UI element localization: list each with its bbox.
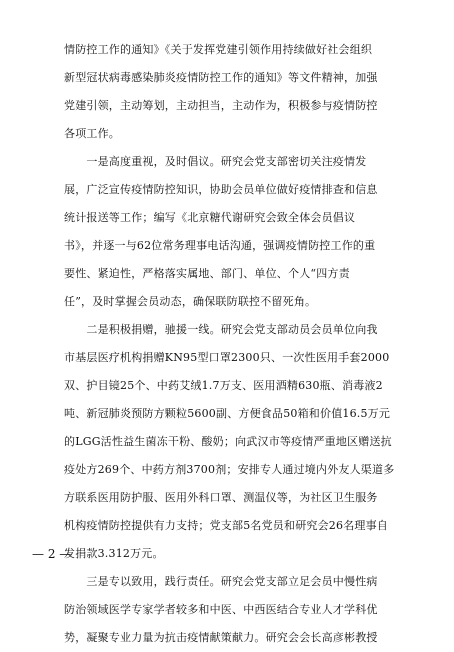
paragraph-point-one xyxy=(64,148,390,316)
text-line: 新型冠状病毒感染肺炎疫情防控工作的通知》等文件精神，加强 xyxy=(64,71,378,84)
text-line: 机构疫情防控提供有力支持；党支部5名党员和研究会26名理事自 xyxy=(64,519,388,532)
text-line: 各项工作。 xyxy=(64,127,120,140)
text-line: 党建引领，主动筹划，主动担当，主动作为，积极参与疫情防控 xyxy=(64,99,378,112)
text-line: 展，广泛宣传疫情防控知识，协助会员单位做好疫情排查和信息 xyxy=(64,183,378,196)
text-line: 要性、紧迫性，严格落实属地、部门、单位、个人“四方责 xyxy=(64,267,350,280)
text-line: 统计报送等工作；编写《北京糖代谢研究会致全体会员倡议 xyxy=(64,211,356,224)
text-line: 方联系医用防护服、医用外科口罩、测温仪等，为社区卫生服务 xyxy=(64,491,378,504)
text-line: 任”，及时掌握会员动态，确保联防联控不留死角。 xyxy=(64,295,317,308)
text-line: 市基层医疗机构捐赠KN95型口罩2300只、一次性医用手套2000 xyxy=(64,351,390,364)
text-line: 二是积极捐赠，驰援一线。研究会党支部动员会员单位向我 xyxy=(64,323,378,336)
text-line: 防治领域医学专家学者较多和中医、中西医结合专业人才学科优 xyxy=(64,603,378,616)
text-line: 双、护目镜25个、中药艾绒1.7万支、医用酒精630瓶、消毒液2 xyxy=(64,379,383,392)
text-line: 发捐款3.312万元。 xyxy=(64,547,164,560)
text-line: 书》，并逐一与62位常务理事电话沟通，强调疫情防控工作的重 xyxy=(64,239,376,252)
paragraph-point-two xyxy=(64,316,395,568)
text-line: 吨、新冠肺炎预防方颗粒5600副、方便食品50箱和价值16.5万元 xyxy=(64,407,391,420)
text-line: 势，凝聚专业力量为抗击疫情献策献力。研究会会长高彦彬教授 xyxy=(64,631,378,644)
text-line: 疫处方269个、中药方剂3700剂；安排专人通过境内外友人渠道多 xyxy=(64,463,395,476)
text-line: 的LGG活性益生菌冻干粉、酸奶；向武汉市等疫情严重地区赠送抗 xyxy=(64,435,392,448)
text-line: 一是高度重视，及时倡议。研究会党支部密切关注疫情发 xyxy=(64,155,367,168)
paragraph-intro-continuation xyxy=(64,36,390,148)
text-line: 情防控工作的通知》《关于发挥党建引领作用持续做好社会组织 xyxy=(64,43,373,56)
page-number: — 2 — xyxy=(32,547,72,561)
text-line: 三是专以致用，践行责任。研究会党支部立足会员中慢性病 xyxy=(64,575,378,588)
paragraph-point-three xyxy=(64,568,390,652)
document-body xyxy=(64,36,395,652)
